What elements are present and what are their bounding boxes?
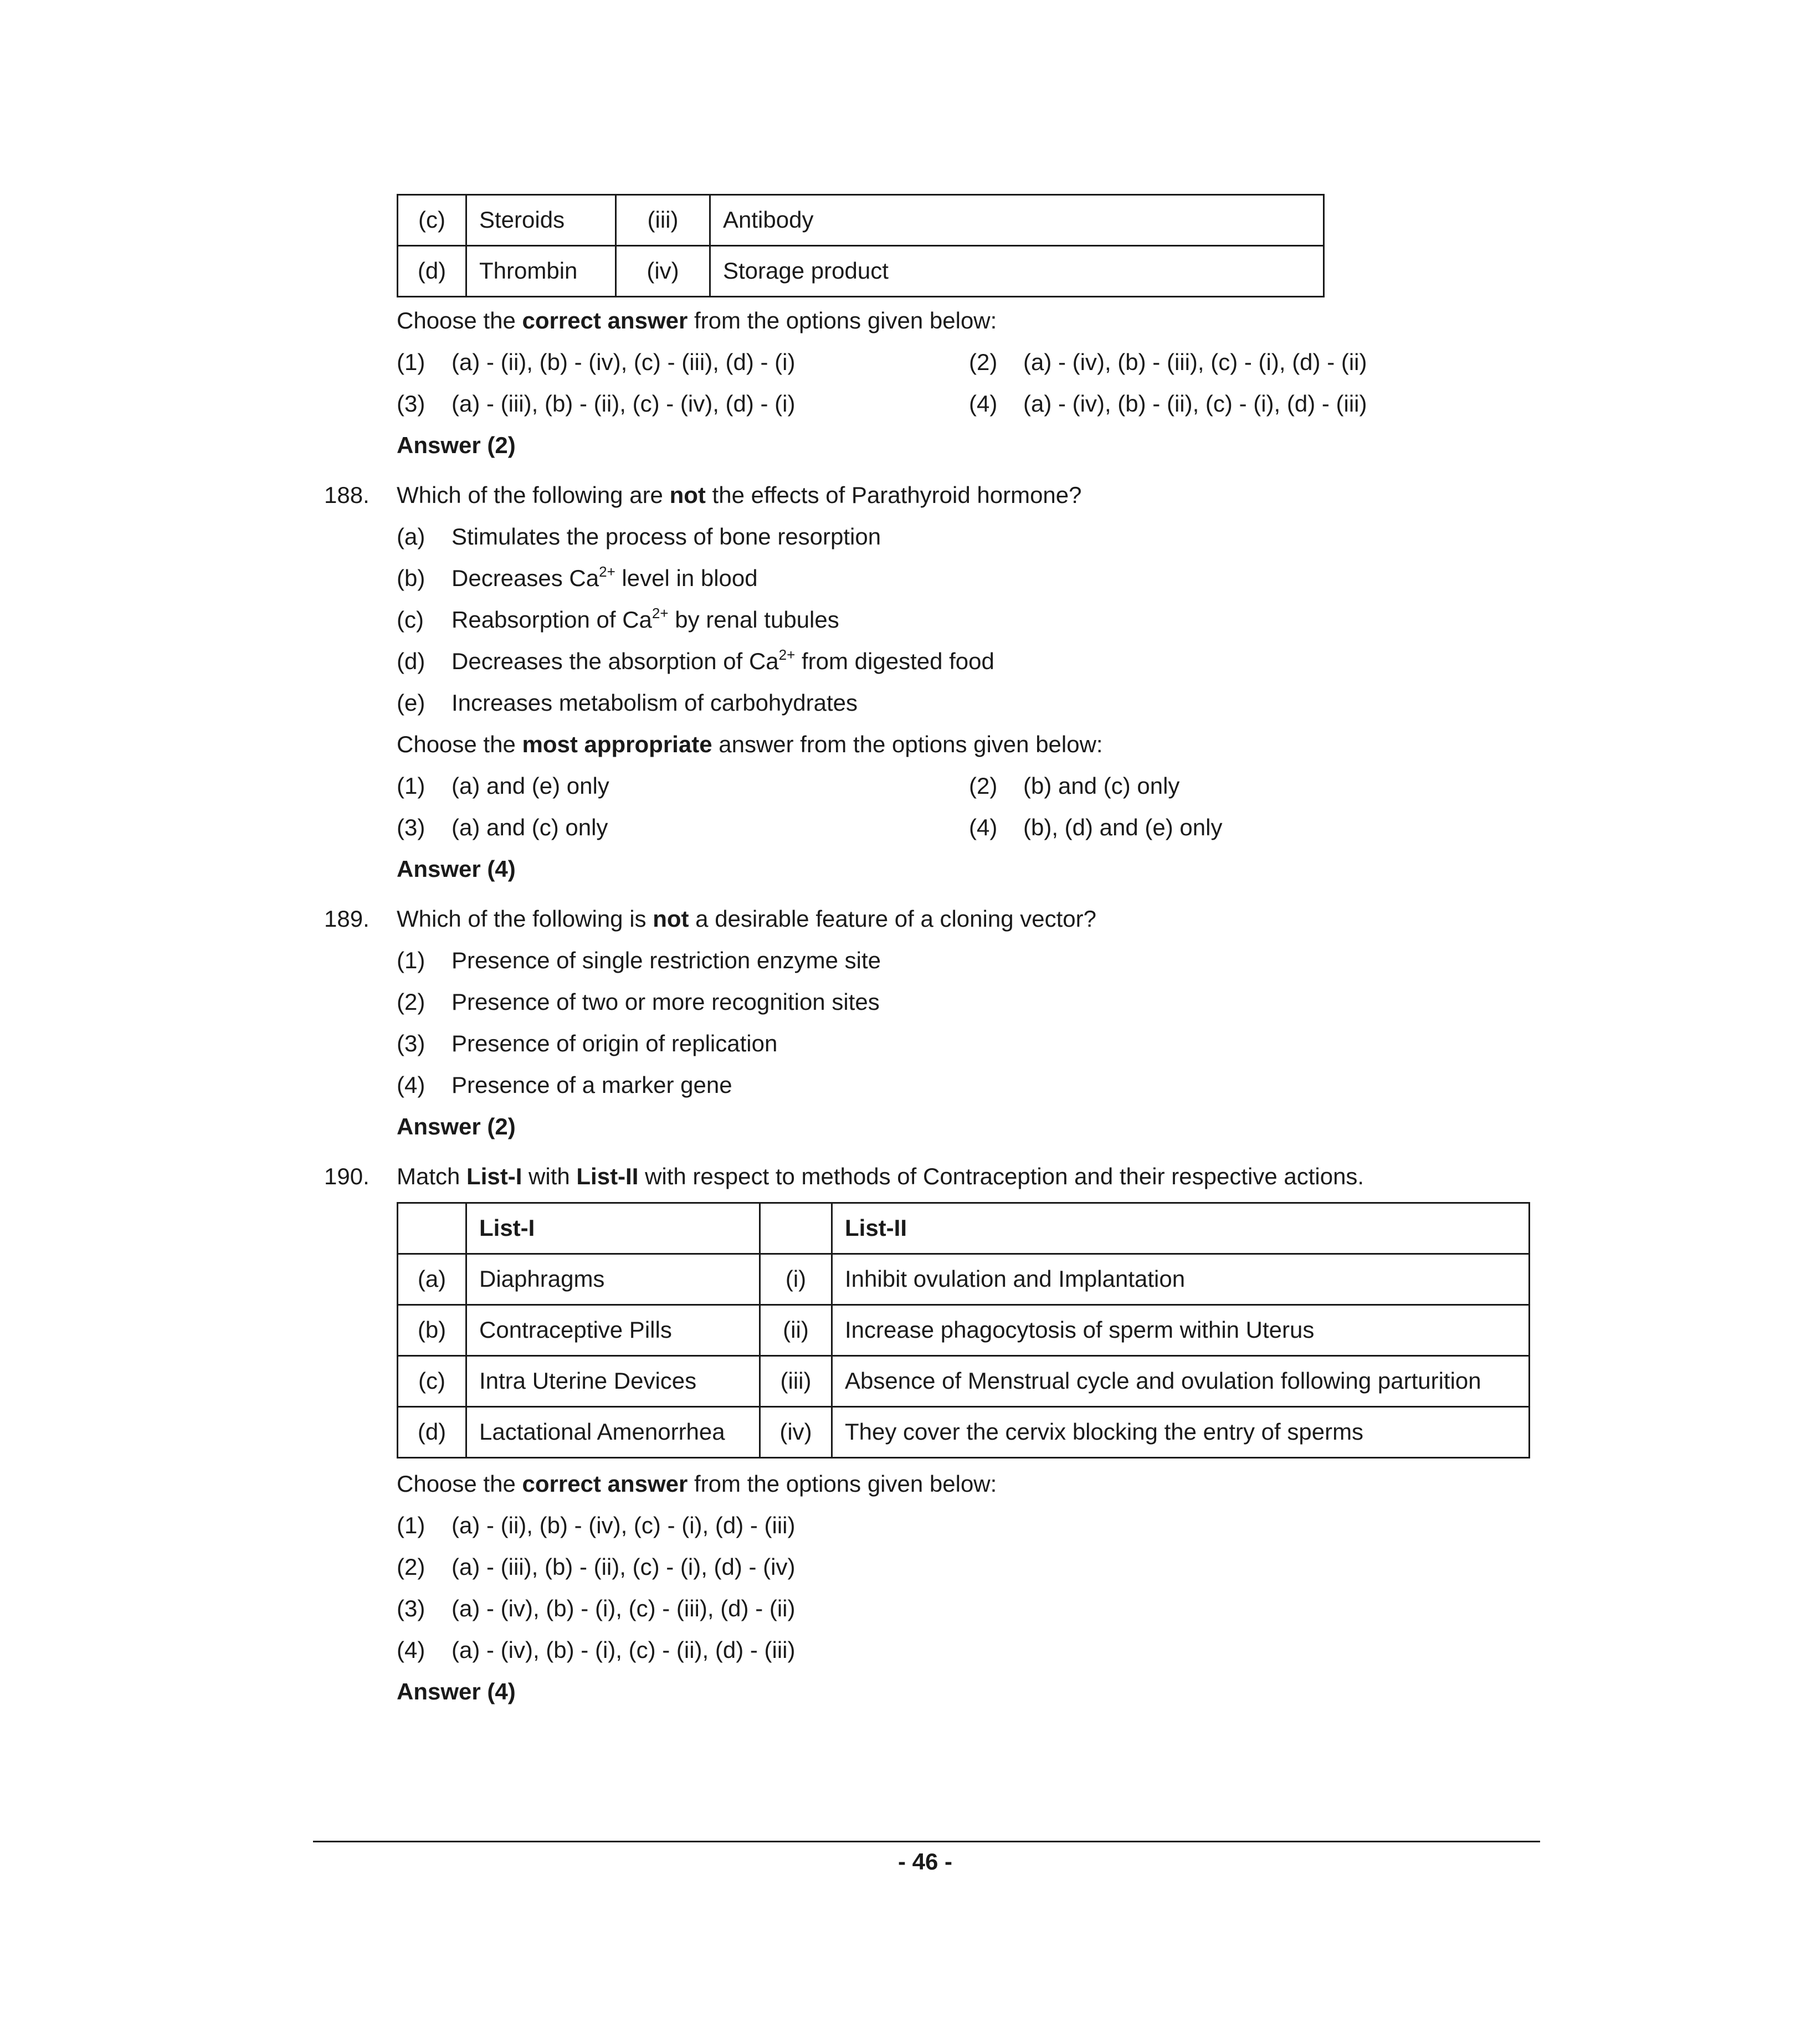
q190-instruction [397, 1471, 997, 1497]
question-number: 189. [324, 906, 370, 932]
statement-label: (c) [397, 607, 424, 633]
option-number: (4) [969, 391, 998, 417]
option-text: (a) - (iv), (b) - (iii), (c) - (i), (d) - (ii) [1023, 349, 1367, 375]
table-cell: Absence of Menstrual cycle and ovulation following parturition [832, 1356, 1530, 1407]
statement-text [452, 690, 858, 716]
statement-label: (b) [397, 565, 425, 591]
option-text: (a) - (ii), (b) - (iv), (c) - (iii), (d) - (i) [452, 349, 796, 375]
question-text-part: the effects of Parathyroid hormone? [705, 482, 1082, 508]
table-cell: Contraceptive Pills [466, 1305, 760, 1356]
table-cell: Diaphragms [466, 1254, 760, 1305]
option-number: (1) [397, 1512, 425, 1538]
option-number: (1) [397, 773, 425, 799]
footer-divider [313, 1841, 1540, 1842]
question-emphasis: List-I [466, 1163, 522, 1189]
q187-match-table [397, 194, 1325, 297]
table-cell: Increase phagocytosis of sperm within Uterus [832, 1305, 1530, 1356]
answer-label: Answer (4) [397, 856, 516, 882]
table-cell: Intra Uterine Devices [466, 1356, 760, 1407]
option-number: (3) [397, 1030, 425, 1056]
option-number: (2) [969, 349, 998, 375]
option-text: Presence of single restriction enzyme site [452, 947, 881, 973]
statement-text-part: Increases metabolism of carbohydrates [452, 690, 858, 716]
question-text-part: Match [397, 1163, 467, 1189]
option-text: Presence of origin of replication [452, 1030, 778, 1056]
statement-text-part: Reabsorption of Ca [452, 607, 652, 633]
statement-label: (d) [397, 648, 425, 674]
statement-text [452, 607, 839, 633]
table-header-cell: List-II [832, 1203, 1530, 1254]
q187-instruction [397, 307, 997, 334]
statement-text [452, 565, 758, 592]
table-row [398, 1305, 1530, 1356]
table-cell: (d) [398, 1407, 466, 1458]
q190-match-table [397, 1202, 1530, 1458]
question-emphasis: not [669, 482, 706, 508]
option-text: Presence of two or more recognition sites [452, 989, 880, 1015]
answer-label: Answer (2) [397, 1113, 516, 1139]
table-cell: (iv) [760, 1407, 832, 1458]
question-text-part: a desirable feature of a cloning vector? [689, 906, 1096, 932]
table-header-cell [398, 1203, 466, 1254]
option-number: (1) [397, 947, 425, 973]
question-emphasis: not [653, 906, 689, 932]
option-text: (a) and (c) only [452, 814, 608, 840]
option-number: (3) [397, 814, 425, 840]
table-cell: (c) [398, 195, 466, 246]
option-text: (b) and (c) only [1023, 773, 1180, 799]
table-cell: (iv) [616, 246, 710, 297]
instruction-text: from the options given below: [688, 307, 997, 333]
option-number: (3) [397, 1595, 425, 1621]
answer-label: Answer (4) [397, 1678, 516, 1704]
table-cell: Thrombin [466, 246, 616, 297]
question-text-part: with [522, 1163, 577, 1189]
table-cell: Inhibit ovulation and Implantation [832, 1254, 1530, 1305]
statement-text [452, 648, 994, 675]
table-cell: (c) [398, 1356, 466, 1407]
option-text: Presence of a marker gene [452, 1072, 732, 1098]
statement-text [452, 523, 881, 550]
option-number: (2) [397, 989, 425, 1015]
statement-text-part: Decreases Ca [452, 565, 599, 591]
option-text: (a) - (iii), (b) - (ii), (c) - (i), (d) - (iv) [452, 1554, 796, 1580]
table-cell: Lactational Amenorrhea [466, 1407, 760, 1458]
option-number: (2) [397, 1554, 425, 1580]
statement-label: (a) [397, 523, 425, 549]
table-cell: (a) [398, 1254, 466, 1305]
table-row [398, 246, 1324, 297]
instruction-emphasis: most appropriate [522, 731, 712, 757]
option-text: (a) - (iv), (b) - (ii), (c) - (i), (d) - (iii) [1023, 391, 1367, 417]
q188-instruction [397, 731, 1103, 758]
table-row [398, 1356, 1530, 1407]
question-text [397, 482, 1082, 509]
option-text: (a) - (iv), (b) - (i), (c) - (iii), (d) - (ii) [452, 1595, 796, 1621]
table-cell: (d) [398, 246, 466, 297]
question-number: 188. [324, 482, 370, 508]
table-row [398, 1254, 1530, 1305]
table-cell: They cover the cervix blocking the entry of sperms [832, 1407, 1530, 1458]
superscript: 2+ [778, 646, 796, 663]
option-number: (2) [969, 773, 998, 799]
option-text: (a) - (iii), (b) - (ii), (c) - (iv), (d) - (i) [452, 391, 796, 417]
table-cell: (iii) [616, 195, 710, 246]
superscript: 2+ [651, 605, 669, 622]
option-text: (a) and (e) only [452, 773, 609, 799]
instruction-text: Choose the [397, 307, 522, 333]
question-text-part: Which of the following are [397, 482, 670, 508]
table-header-cell: List-I [466, 1203, 760, 1254]
instruction-text: Choose the [397, 731, 522, 757]
option-text: (a) - (iv), (b) - (i), (c) - (ii), (d) - (iii) [452, 1637, 796, 1663]
option-number: (4) [397, 1072, 425, 1098]
statement-label: (e) [397, 690, 425, 716]
instruction-emphasis: correct answer [522, 1471, 688, 1497]
table-cell: (iii) [760, 1356, 832, 1407]
table-row [398, 1407, 1530, 1458]
table-cell: (b) [398, 1305, 466, 1356]
answer-label: Answer (2) [397, 432, 516, 458]
instruction-text: from the options given below: [688, 1471, 997, 1497]
instruction-text: Choose the [397, 1471, 522, 1497]
table-cell: Steroids [466, 195, 616, 246]
superscript: 2+ [599, 563, 615, 580]
table-cell: Antibody [710, 195, 1324, 246]
statement-text-part: by renal tubules [668, 607, 839, 633]
option-text: (a) - (ii), (b) - (iv), (c) - (i), (d) - (iii) [452, 1512, 796, 1538]
question-emphasis: List-II [576, 1163, 639, 1189]
table-cell: (i) [760, 1254, 832, 1305]
table-header-cell [760, 1203, 832, 1254]
option-number: (1) [397, 349, 425, 375]
question-number: 190. [324, 1163, 370, 1189]
instruction-emphasis: correct answer [522, 307, 688, 333]
table-cell: (ii) [760, 1305, 832, 1356]
table-cell: Storage product [710, 246, 1324, 297]
table-header-row [398, 1203, 1530, 1254]
table-row [398, 195, 1324, 246]
question-text-part: with respect to methods of Contraception and their respective actions. [638, 1163, 1364, 1189]
page-number: - 46 - [897, 1848, 953, 1874]
statement-text-part: Decreases the absorption of Ca [452, 648, 779, 674]
option-number: (3) [397, 391, 425, 417]
question-text [397, 906, 1096, 932]
option-text: (b), (d) and (e) only [1023, 814, 1223, 840]
instruction-text: answer from the options given below: [712, 731, 1103, 757]
statement-text-part: Stimulates the process of bone resorption [452, 523, 881, 549]
statement-text-part: from digested food [795, 648, 994, 674]
question-text [397, 1163, 1364, 1190]
option-number: (4) [397, 1637, 425, 1663]
option-number: (4) [969, 814, 998, 840]
question-text-part: Which of the following is [397, 906, 653, 932]
statement-text-part: level in blood [615, 565, 758, 591]
